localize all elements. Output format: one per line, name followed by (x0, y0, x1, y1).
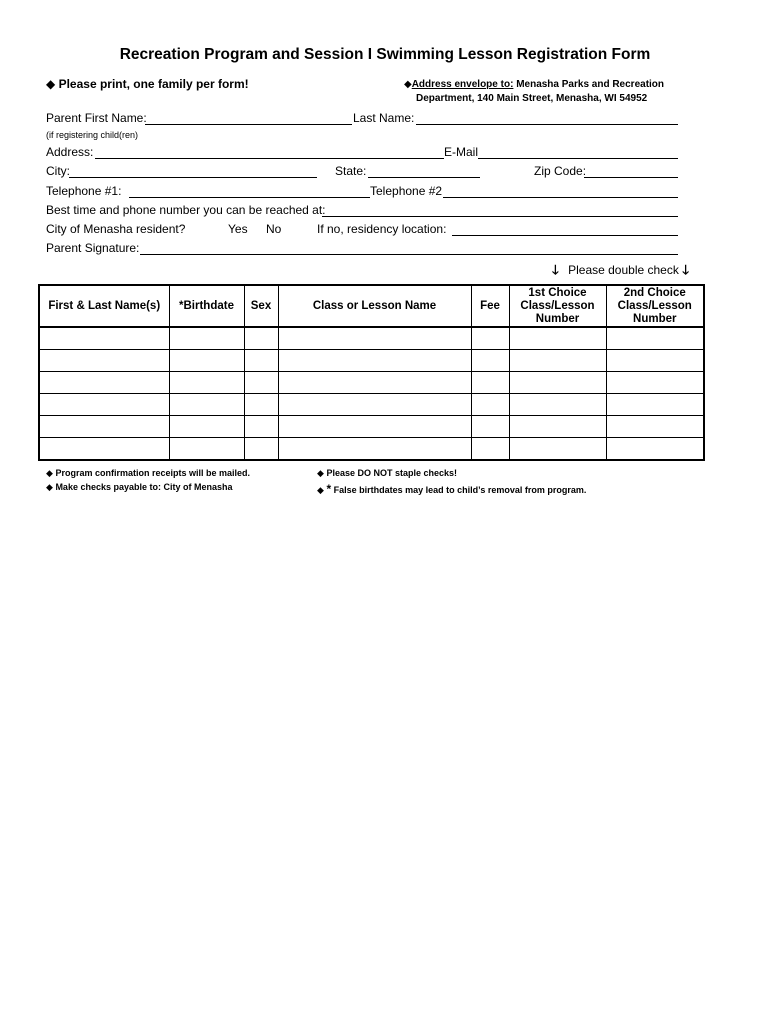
table-cell[interactable] (169, 394, 244, 416)
footer-note-text: False birthdates may lead to child’s removal from program. (333, 485, 587, 495)
table-cell[interactable] (169, 416, 244, 438)
form-title: Recreation Program and Session I Swimming Lesson Registration Form (119, 46, 651, 63)
table-row (39, 327, 704, 350)
table-cell[interactable] (169, 372, 244, 394)
city-label: City: (46, 164, 70, 178)
double-check-text: Please double check (568, 263, 679, 277)
diamond-bullet-icon: ◆ (317, 485, 324, 495)
parent-first-name-label: Parent First Name: (46, 111, 147, 125)
best-time-label: Best time and phone number you can be reached at: (46, 203, 326, 217)
column-header: *Birthdate (169, 285, 244, 327)
table-cell[interactable] (509, 394, 606, 416)
address-envelope-line1: Menasha Parks and Recreation (516, 79, 665, 90)
table-row (39, 416, 704, 438)
diamond-bullet-icon: ◆ (46, 482, 53, 492)
table-body (39, 327, 704, 460)
telephone1-label: Telephone #1: (46, 184, 122, 198)
asterisk-mark: * (326, 482, 332, 496)
table-cell[interactable] (39, 416, 169, 438)
best-time-field[interactable] (322, 203, 678, 217)
table-cell[interactable] (509, 416, 606, 438)
table-cell[interactable] (471, 372, 509, 394)
column-header: Class or Lesson Name (278, 285, 471, 327)
email-label: E-Mail (444, 145, 479, 159)
address-envelope (404, 79, 664, 90)
table-cell[interactable] (509, 438, 606, 461)
table-cell[interactable] (244, 372, 278, 394)
column-header: 2nd Choice Class/Lesson Number (606, 285, 704, 327)
zip-label: Zip Code: (534, 164, 587, 178)
resident-no-option[interactable]: No (266, 222, 282, 236)
column-header: First & Last Name(s) (39, 285, 169, 327)
email-field[interactable] (478, 145, 678, 159)
telephone1-field[interactable] (129, 184, 370, 198)
table-cell[interactable] (278, 438, 471, 461)
table-row (39, 394, 704, 416)
table-row (39, 350, 704, 372)
table-cell[interactable] (278, 350, 471, 372)
diamond-bullet-icon: ◆ (317, 468, 324, 478)
footer-note-text: Please DO NOT staple checks! (326, 468, 457, 478)
arrow-down-icon: 🡓 (552, 262, 559, 277)
city-field[interactable] (69, 164, 317, 178)
signature-field[interactable] (140, 241, 678, 255)
footer-note-right2 (317, 482, 586, 496)
table-row (39, 372, 704, 394)
table-cell[interactable] (169, 438, 244, 461)
footer-note-left1 (46, 468, 250, 479)
column-header: Fee (471, 285, 509, 327)
table-cell[interactable] (509, 372, 606, 394)
last-name-field[interactable] (416, 111, 678, 125)
table-cell[interactable] (244, 394, 278, 416)
table-cell[interactable] (606, 372, 704, 394)
signature-label: Parent Signature: (46, 241, 140, 255)
zip-field[interactable] (584, 164, 678, 178)
table-cell[interactable] (471, 438, 509, 461)
table-cell[interactable] (606, 438, 704, 461)
column-header: 1st Choice Class/Lesson Number (509, 285, 606, 327)
footer-note-left2 (46, 482, 233, 493)
footer-note-text: Program confirmation receipts will be mailed. (55, 468, 250, 478)
table-cell[interactable] (509, 350, 606, 372)
address-envelope-line2: Department, 140 Main Street, Menasha, WI 54952 (416, 93, 648, 104)
table-cell[interactable] (39, 350, 169, 372)
state-label: State: (335, 164, 367, 178)
table-cell[interactable] (244, 416, 278, 438)
footer-note-right1 (317, 468, 457, 479)
table-cell[interactable] (169, 350, 244, 372)
table-cell[interactable] (509, 327, 606, 350)
table-cell[interactable] (39, 327, 169, 350)
table-cell[interactable] (244, 350, 278, 372)
diamond-bullet-icon: ◆ (404, 79, 412, 90)
diamond-bullet-icon: ◆ (46, 77, 56, 91)
diamond-bullet-icon: ◆ (46, 468, 53, 478)
column-header: Sex (244, 285, 278, 327)
table-cell[interactable] (244, 438, 278, 461)
parent-first-name-field[interactable] (145, 111, 352, 125)
table-cell[interactable] (471, 416, 509, 438)
address-field[interactable] (95, 145, 444, 159)
telephone2-field[interactable] (443, 184, 678, 198)
state-field[interactable] (368, 164, 480, 178)
table-cell[interactable] (39, 394, 169, 416)
registration-table (38, 284, 705, 461)
table-row (39, 438, 704, 461)
address-label: Address: (46, 145, 94, 159)
table-cell[interactable] (471, 350, 509, 372)
registering-note: (if registering child(ren) (46, 130, 139, 140)
table-cell[interactable] (606, 394, 704, 416)
resident-label: City of Menasha resident? (46, 222, 186, 236)
table-cell[interactable] (606, 350, 704, 372)
residency-location-field[interactable] (452, 222, 678, 236)
table-cell[interactable] (39, 372, 169, 394)
last-name-label: Last Name: (353, 111, 415, 125)
table-cell[interactable] (278, 327, 471, 350)
table-cell[interactable] (244, 327, 278, 350)
table-cell[interactable] (471, 327, 509, 350)
notice-text: Please print, one family per form! (58, 77, 249, 91)
table-cell[interactable] (278, 372, 471, 394)
table-cell[interactable] (606, 327, 704, 350)
table-cell[interactable] (169, 327, 244, 350)
double-check-note (552, 261, 689, 283)
table-cell[interactable] (278, 416, 471, 438)
footer-note-text: Make checks payable to: City of Menasha (55, 482, 233, 492)
table-header-row (39, 285, 704, 327)
table-cell[interactable] (606, 416, 704, 438)
residency-location-label: If no, residency location: (317, 222, 447, 236)
table-cell[interactable] (471, 394, 509, 416)
notice (46, 77, 249, 91)
address-envelope-label: Address envelope to: (411, 79, 514, 90)
resident-yes-option[interactable]: Yes (228, 222, 248, 236)
table-cell[interactable] (39, 438, 169, 461)
table-cell[interactable] (278, 394, 471, 416)
arrow-down-icon: 🡓 (682, 262, 689, 277)
telephone2-label: Telephone #2 (370, 184, 443, 198)
